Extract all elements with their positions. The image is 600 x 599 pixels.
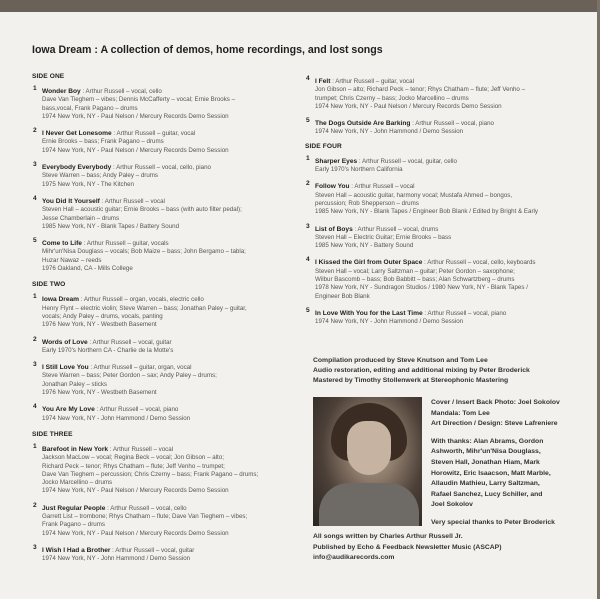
thanks-line: With thanks: Alan Abrams, Gordon: [431, 437, 544, 445]
track-credit-line: Early 1970's Northern California: [315, 166, 403, 174]
track-lead-credit: : Arthur Russell – guitar, vocal: [111, 130, 196, 138]
credit-line: Mastered by Timothy Stollenwerk at Stereophonic Mastering: [313, 377, 509, 385]
track-credit-line: Steve Warren – bass; Andy Paley – drums: [42, 172, 159, 180]
track-credit-line: bass,vocal, Frank Pagano – drums: [42, 104, 138, 112]
track-credit-line: Jackson MacLow – vocal; Regina Beck – vocal; Jon Gibson – alto;: [42, 454, 224, 462]
track-credit-line: Wilbur Bascomb – bass; Bob Babbitt – bass; Alan Schwartzberg – drums: [315, 276, 515, 284]
art-and-thanks-credits: [431, 398, 595, 529]
track-number: 2: [33, 127, 37, 135]
track-credit-line: Engineer Bob Blank: [315, 292, 370, 300]
track-title: You Are My Love: [42, 406, 95, 414]
track-number: 5: [306, 306, 310, 314]
track-number: 5: [306, 117, 310, 125]
track-lead-credit: : Arthur Russell – vocal, piano: [422, 309, 507, 317]
track-entry: [305, 75, 595, 111]
contact-email: info@audikarecords.com: [313, 554, 395, 562]
track-number: 1: [33, 442, 37, 450]
track-lead-credit: : Arthur Russell – vocal, cello: [105, 504, 187, 512]
track-credit-line: 1976 Oakland, CA - Mills College: [42, 265, 133, 273]
track-lead-credit: : Arthur Russell – vocal: [108, 445, 174, 453]
special-thanks: Very special thanks to Peter Broderick: [431, 518, 555, 526]
track-entry: [32, 293, 304, 329]
track-number: 1: [33, 293, 37, 301]
track-number: 2: [33, 501, 37, 509]
track-lead-credit: : Arthur Russell – guitar, vocals: [81, 240, 169, 248]
thanks-line: Joel Sokolov: [431, 501, 473, 509]
side-section: [305, 75, 595, 137]
track-title: List of Boys: [315, 225, 353, 233]
track-credit-line: 1978 New York, NY - Sundragon Studios / 1980 New York, NY - Blank Tapes /: [315, 284, 528, 292]
track-credit-line: percussion; Rob Shepperson – drums: [315, 199, 419, 207]
track-number: 3: [33, 543, 37, 551]
track-credit-line: 1976 New York, NY - Westbeth Basement: [42, 389, 157, 397]
songwriter-credit: All songs written by Charles Arthur Russell Jr.: [313, 533, 463, 540]
track-credit-line: Jon Gibson – alto; Richard Peck – tenor; Rhys Chatham – flute; Jeff Venho –: [315, 86, 526, 94]
track-lead-credit: : Arthur Russell – vocal, guitar, cello: [357, 157, 457, 165]
track-lead-credit: : Arthur Russell – vocal, guitar: [87, 338, 172, 346]
track-credit-line: 1985 New York, NY - Battery Sound: [315, 242, 414, 250]
track-credit-line: Steven Hall – acoustic guitar, harmony vocal; Mustafa Ahmed – bongos,: [315, 191, 513, 199]
track-credit-line: Steve Warren – bass; Peter Gordon – sax; Andy Paley – drums;: [42, 372, 217, 380]
top-border: [0, 0, 600, 12]
track-entry: [32, 237, 304, 273]
track-credit-line: vocals; Andy Paley – drums, vocals, panting: [42, 312, 163, 320]
side-heading: SIDE FOUR: [305, 142, 342, 150]
track-credit-line: Ernie Brooks – bass; Frank Pagano – drums: [42, 138, 164, 146]
art-credit-line: Cover / Insert Back Photo: Joel Sokolov: [431, 399, 560, 406]
track-title: Words of Love: [42, 338, 88, 346]
track-credit-line: Frank Pagano – drums: [42, 521, 105, 529]
track-credit-line: Jocko Marcellino – drums: [42, 479, 113, 487]
track-title: I Still Love You: [42, 364, 89, 372]
production-credits: [313, 356, 593, 387]
track-credit-line: Steven Hall – vocal; Larry Saltzman – guitar; Peter Gordon – saxophone;: [315, 267, 515, 275]
side-section: [32, 431, 304, 564]
track-credit-line: 1985 New York, NY - Blank Tapes / Battery Sound: [42, 222, 180, 230]
track-lead-credit: : Arthur Russell – vocal: [99, 197, 165, 205]
track-credit-line: Early 1970's Northern CA - Charlie de la Motte's: [42, 346, 174, 354]
track-entry: [32, 161, 304, 189]
track-number: 4: [306, 256, 310, 264]
publisher-credit: Published by Echo & Feedback Newsletter Music (ASCAP): [313, 543, 502, 551]
track-credit-line: 1974 New York, NY - Paul Nelson / Mercury Records Demo Session: [315, 102, 502, 110]
track-title: I Wish I Had a Brother: [42, 546, 111, 554]
art-credit-line: Art Direction / Design: Steve Lafreniere: [431, 420, 558, 428]
thanks-line: Ashworth, Mihr'un'Nisa Douglass,: [431, 448, 541, 456]
track-credit-line: 1974 New York, NY - Paul Nelson / Mercury Records Demo Session: [42, 112, 229, 120]
track-entry: [32, 403, 304, 423]
tracklist-right-column: [305, 75, 595, 333]
track-credit-line: 1974 New York, NY - John Hammond / Demo Session: [42, 555, 191, 563]
thanks-line: Steven Hall, Jonathan Hiam, Mark: [431, 458, 540, 466]
track-lead-credit: : Arthur Russell – organ, vocals, electric cello: [79, 296, 204, 304]
side-heading: SIDE TWO: [32, 281, 66, 289]
track-credit-line: Richard Peck – tenor; Rhys Chatham – flute; Jeff Venho – trumpet;: [42, 462, 225, 470]
track-lead-credit: : Arthur Russell – vocal, piano: [410, 120, 494, 128]
track-entry: [32, 195, 304, 231]
track-entry: [305, 223, 595, 251]
track-entry: [305, 307, 595, 327]
track-entry: [32, 361, 304, 397]
track-lead-credit: : Arthur Russell – guitar, vocal: [330, 78, 414, 85]
track-entry: [32, 544, 304, 564]
track-title: Sharper Eyes: [315, 157, 358, 165]
track-lead-credit: : Arthur Russell – vocal, drums: [352, 225, 439, 233]
publishing-credits: [313, 532, 593, 564]
track-title: The Dogs Outside Are Barking: [315, 120, 411, 128]
track-credit-line: Henry Flynt – electric violin; Steve Warren – bass; Jonathan Paley – guitar,: [42, 304, 247, 312]
track-credit-line: 1974 New York, NY - John Hammond / Demo Session: [42, 414, 191, 422]
track-credit-line: trumpet; Chris Czerny – bass; Jocko Marcellino – drums: [315, 94, 469, 102]
track-number: 3: [33, 161, 37, 169]
track-entry: [305, 256, 595, 300]
track-credit-line: Steven Hall – Electric Guitar; Ernie Brooks – bass: [315, 233, 452, 241]
page-title: Iowa Dream : A collection of demos, home recordings, and lost songs: [32, 44, 383, 56]
track-number: 3: [306, 222, 310, 230]
track-credit-line: 1974 New York, NY - Paul Nelson / Mercury Records Demo Session: [42, 146, 229, 154]
track-credit-line: 1975 New York, NY - The Kitchen: [42, 180, 134, 188]
side-heading: SIDE ONE: [32, 73, 65, 80]
side-section: [32, 73, 304, 273]
tracklist-left-column: [32, 73, 304, 569]
track-title: I Kissed the Girl from Outer Space: [315, 259, 423, 267]
track-number: 1: [306, 154, 310, 162]
thanks-line: Horowitz, Eric Isaacson, Matt Marble,: [431, 469, 551, 477]
track-credit-line: Garrett List – trombone; Rhys Chatham – flute; Dave Van Tieghem – vibes;: [42, 512, 248, 520]
track-number: 4: [33, 403, 37, 411]
track-title: Just Regular People: [42, 504, 106, 512]
track-entry: [32, 502, 304, 538]
track-lead-credit: : Arthur Russell – vocal: [349, 183, 415, 191]
track-title: Come to Life: [42, 240, 82, 248]
track-entry: [32, 127, 304, 155]
track-title: You Did It Yourself: [42, 197, 100, 205]
credit-line: Compilation produced by Steve Knutson and Tom Lee: [313, 357, 488, 364]
track-credit-line: Jonathan Paley – sticks: [42, 380, 108, 388]
thanks-line: Rafael Sanchez, Lucy Schiller, and: [431, 490, 543, 498]
track-credit-line: 1985 New York, NY - Blank Tapes / Engineer Bob Blank / Edited by Bright & Early: [315, 208, 538, 216]
track-number: 2: [33, 335, 37, 343]
track-credit-line: 1974 New York, NY - Paul Nelson / Mercury Records Demo Session: [42, 487, 229, 495]
track-number: 5: [33, 237, 37, 245]
track-entry: [32, 85, 304, 121]
track-lead-credit: : Arthur Russell – guitar, organ, vocal: [88, 364, 192, 372]
track-credit-line: Huzar Nawaz – reeds: [42, 256, 102, 264]
track-number: 3: [33, 361, 37, 369]
track-entry: [305, 155, 595, 175]
track-lead-credit: : Arthur Russell – vocal, piano: [94, 406, 179, 414]
track-title: Iowa Dream: [42, 296, 80, 304]
credit-line: Audio restoration, editing and additional mixing by Peter Broderick: [313, 367, 530, 375]
track-credit-line: Jesse Chamberlain – drums: [42, 214, 120, 222]
thanks-line: Allaudin Mathieu, Larry Saltzman,: [431, 480, 540, 488]
track-number: 1: [33, 85, 37, 92]
track-lead-credit: : Arthur Russell – vocal, cello, piano: [111, 164, 212, 172]
track-number: 2: [306, 180, 310, 188]
track-entry: [305, 117, 595, 137]
track-credit-line: 1974 New York, NY - John Hammond / Demo Session: [315, 318, 464, 326]
track-title: I Never Get Lonesome: [42, 130, 112, 138]
track-credit-line: Dave Van Tieghem – percussion; Chris Czerny – bass; Frank Pagano – drums;: [42, 470, 259, 478]
art-credit-line: Mandala: Tom Lee: [431, 409, 490, 417]
side-section: [305, 143, 595, 327]
track-title: Wonder Boy: [42, 88, 81, 95]
side-heading: SIDE THREE: [32, 430, 73, 438]
track-credit-line: 1974 New York, NY - Paul Nelson / Mercury Records Demo Session: [42, 529, 229, 537]
side-section: [32, 281, 304, 423]
track-entry: [32, 443, 304, 496]
track-credit-line: Mihr'un'Nisa Douglass – vocals; Bob Maize – bass; John Bergamo – tabla;: [42, 248, 246, 256]
track-number: 4: [306, 75, 310, 82]
track-credit-line: Dave Van Tieghem – vibes; Dennis McCafferty – vocal; Ernie Brooks –: [42, 96, 236, 104]
track-entry: [305, 180, 595, 216]
track-title: In Love With You for the Last Time: [315, 309, 423, 317]
track-credit-line: Steven Hall – acoustic guitar; Ernie Brooks – bass (with auto filter pedal);: [42, 206, 242, 214]
track-credit-line: 1974 New York, NY - John Hammond / Demo Session: [315, 128, 464, 136]
track-lead-credit: : Arthur Russell – vocal, guitar: [110, 546, 195, 554]
track-lead-credit: : Arthur Russell – vocal, cello, keyboards: [422, 259, 536, 267]
track-number: 4: [33, 194, 37, 202]
track-credit-line: 1976 New York, NY - Westbeth Basement: [42, 321, 157, 329]
track-title: I Felt: [315, 78, 331, 85]
track-title: Everybody Everybody: [42, 164, 112, 172]
track-entry: [32, 336, 304, 356]
track-title: Follow You: [315, 183, 350, 191]
portrait-photo: [313, 397, 422, 526]
track-lead-credit: : Arthur Russell – vocal, cello: [80, 88, 162, 95]
track-title: Barefoot in New York: [42, 445, 109, 453]
